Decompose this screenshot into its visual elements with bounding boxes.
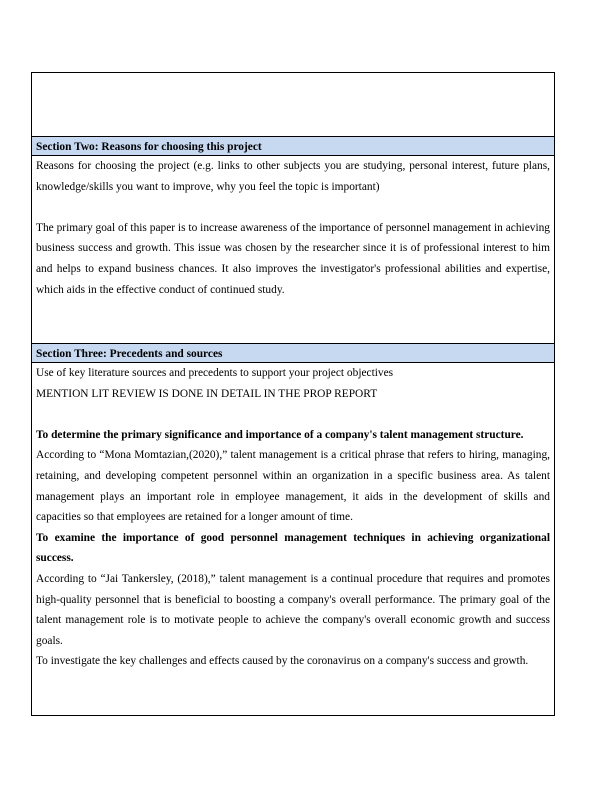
empty-table-row <box>32 73 554 137</box>
objective-line-3: To investigate the key challenges and effects caused by the coronavirus on a company's success and growth. <box>36 655 529 668</box>
objective-heading-2: To examine the importance of good personnel management techniques in achieving organizational success. <box>36 531 550 565</box>
section-two-header: Section Two: Reasons for choosing this project <box>32 137 554 156</box>
section-two-prompt: Reasons for choosing the project (e.g. links to other subjects you are studying, personal interest, future plans, knowledge/skills you want to improve, why you feel the topic is important) <box>36 160 550 193</box>
section-three-header: Section Three: Precedents and sources <box>32 344 554 363</box>
section-two-paragraph: The primary goal of this paper is to increase awareness of the importance of personnel management in achieving business success and growth. This issue was chosen by the researcher since it is of professional interest to him and helps to expand business chances. It also improves the investigator's professional abilities and expertise, which aids in the effective conduct of continued study. <box>36 221 550 296</box>
lit-review-note: MENTION LIT REVIEW IS DONE IN DETAIL IN THE PROP REPORT <box>36 387 378 400</box>
objective-heading-1: To determine the primary significance and importance of a company's talent management structure. <box>36 428 524 441</box>
objective-paragraph-2: According to “Jai Tankersley, (2018),” talent management is a continual procedure that requires and promotes high-quality personnel that is beneficial to boosting a company's overall performance. The primary goal of the talent management role is to motivate people to achieve the company's overall economic growth and success goals. <box>36 572 550 647</box>
section-two-body <box>32 156 554 344</box>
section-three-prompt: Use of key literature sources and precedents to support your project objectives <box>36 367 394 379</box>
section-three-body <box>32 363 554 716</box>
proposal-table <box>31 72 555 716</box>
objective-paragraph-1: According to “Mona Momtazian,(2020),” talent management is a critical phrase that refers to hiring, managing, retaining, and developing competent personnel within an organization in a specific business area. As talent management plays an important role in employee management, it aids in the development of skills and capacities so that employees are retained for a longer amount of time. <box>36 449 550 524</box>
